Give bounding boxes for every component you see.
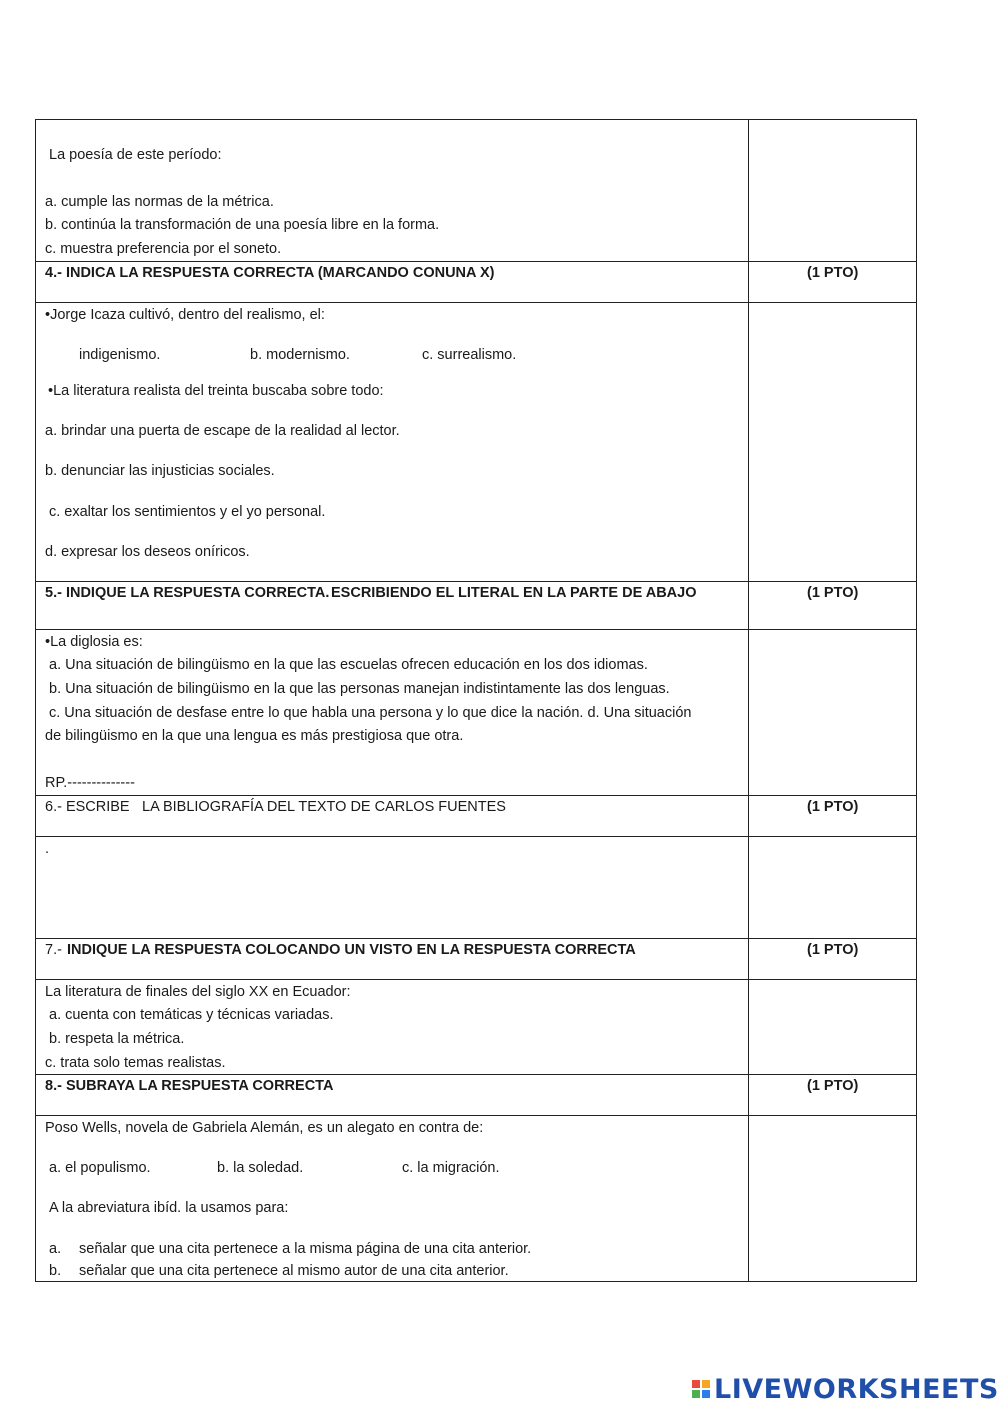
table-rule bbox=[35, 1074, 917, 1075]
list-marker: b. bbox=[49, 1263, 62, 1279]
option-c[interactable]: c. trata solo temas realistas. bbox=[45, 1055, 226, 1071]
option-c: c. Una situación de desfase entre lo que habla una persona y lo que dice la nación. d. Una situación bbox=[49, 705, 692, 721]
question-stem: •Jorge Icaza cultivó, dentro del realismo, el: bbox=[45, 307, 325, 323]
table-rule bbox=[35, 302, 917, 303]
option-b[interactable]: b. la soledad. bbox=[217, 1160, 304, 1176]
option-d-cont: de bilingüismo en la que una lengua es más prestigiosa que otra. bbox=[45, 728, 464, 744]
option-c[interactable]: c. exaltar los sentimientos y el yo personal. bbox=[49, 504, 326, 520]
option-b[interactable]: b. respeta la métrica. bbox=[49, 1031, 185, 1047]
option-a[interactable]: a. brindar una puerta de escape de la realidad al lector. bbox=[45, 423, 400, 439]
question-7-points: (1 PTO) bbox=[807, 942, 859, 958]
option-c[interactable]: c. la migración. bbox=[402, 1160, 500, 1176]
liveworksheets-logo bbox=[692, 1374, 999, 1404]
question-6-title-cont: LA BIBLIOGRAFÍA DEL TEXTO DE CARLOS FUENTES bbox=[142, 799, 506, 815]
option-b[interactable]: b. denunciar las injusticias sociales. bbox=[45, 463, 275, 479]
table-rule bbox=[35, 795, 917, 796]
question-7-title: INDIQUE LA RESPUESTA COLOCANDO UN VISTO EN LA RESPUESTA CORRECTA bbox=[67, 942, 636, 958]
question-8-title: 8.- SUBRAYA LA RESPUESTA CORRECTA bbox=[45, 1078, 334, 1094]
question-stem: La poesía de este período: bbox=[49, 147, 222, 163]
question-stem: •La literatura realista del treinta buscaba sobre todo: bbox=[48, 383, 384, 399]
table-right-border bbox=[916, 119, 917, 1282]
option-c[interactable]: c. surrealismo. bbox=[422, 347, 517, 363]
table-rule bbox=[35, 119, 917, 120]
question-stem: La literatura de finales del siglo XX en Ecuador: bbox=[45, 984, 351, 1000]
option-b: b. Una situación de bilingüismo en la que las personas manejan indistintamente las dos lenguas. bbox=[49, 681, 670, 697]
option-a[interactable]: a. cuenta con temáticas y técnicas variadas. bbox=[49, 1007, 334, 1023]
list-marker: a. bbox=[49, 1241, 62, 1257]
option-b[interactable]: b. modernismo. bbox=[250, 347, 350, 363]
table-column-divider bbox=[748, 119, 749, 1282]
option-b: b. continúa la transformación de una poesía libre en la forma. bbox=[45, 217, 440, 233]
option-a: a. Una situación de bilingüismo en la que las escuelas ofrecen educación en los dos idiomas. bbox=[49, 657, 648, 673]
question-stem: •La diglosia es: bbox=[45, 634, 143, 650]
question-stem: Poso Wells, novela de Gabriela Alemán, es un alegato en contra de: bbox=[45, 1120, 484, 1136]
option-c: c. muestra preferencia por el soneto. bbox=[45, 241, 282, 257]
table-rule bbox=[35, 261, 917, 262]
option-a[interactable]: a. el populismo. bbox=[49, 1160, 151, 1176]
question-5-title-cont: ESCRIBIENDO EL LITERAL EN LA PARTE DE ABAJO bbox=[331, 585, 697, 601]
question-4-points: (1 PTO) bbox=[807, 265, 859, 281]
option-b[interactable]: señalar que una cita pertenece al mismo autor de una cita anterior. bbox=[79, 1263, 509, 1279]
option-d[interactable]: d. expresar los deseos oníricos. bbox=[45, 544, 250, 560]
question-5-points: (1 PTO) bbox=[807, 585, 859, 601]
question-5-title: 5.- INDIQUE LA RESPUESTA CORRECTA. bbox=[45, 585, 330, 601]
table-rule bbox=[35, 1115, 917, 1116]
question-4-title: 4.- INDICA LA RESPUESTA CORRECTA (MARCANDO CONUNA X) bbox=[45, 265, 495, 281]
table-rule bbox=[35, 1281, 917, 1282]
question-8-points: (1 PTO) bbox=[807, 1078, 859, 1094]
option-a: a. cumple las normas de la métrica. bbox=[45, 194, 274, 210]
table-left-border bbox=[35, 119, 36, 1282]
question-6-title: 6.- ESCRIBE bbox=[45, 799, 130, 815]
liveworksheets-grid-icon bbox=[692, 1380, 710, 1398]
table-rule bbox=[35, 979, 917, 980]
question-6-points: (1 PTO) bbox=[807, 799, 859, 815]
logo-wordmark: LIVEWORKSHEETS bbox=[714, 1373, 999, 1405]
question-stem: A la abreviatura ibíd. la usamos para: bbox=[49, 1200, 289, 1216]
answer-field[interactable]: RP.-------------- bbox=[45, 775, 135, 791]
question-7-number: 7.- bbox=[45, 942, 62, 958]
option-a[interactable]: indigenismo. bbox=[79, 347, 161, 363]
table-rule bbox=[35, 629, 917, 630]
option-a[interactable]: señalar que una cita pertenece a la misma página de una cita anterior. bbox=[79, 1241, 532, 1257]
answer-field[interactable]: . bbox=[45, 841, 50, 857]
table-rule bbox=[35, 836, 917, 837]
table-rule bbox=[35, 581, 917, 582]
table-rule bbox=[35, 938, 917, 939]
